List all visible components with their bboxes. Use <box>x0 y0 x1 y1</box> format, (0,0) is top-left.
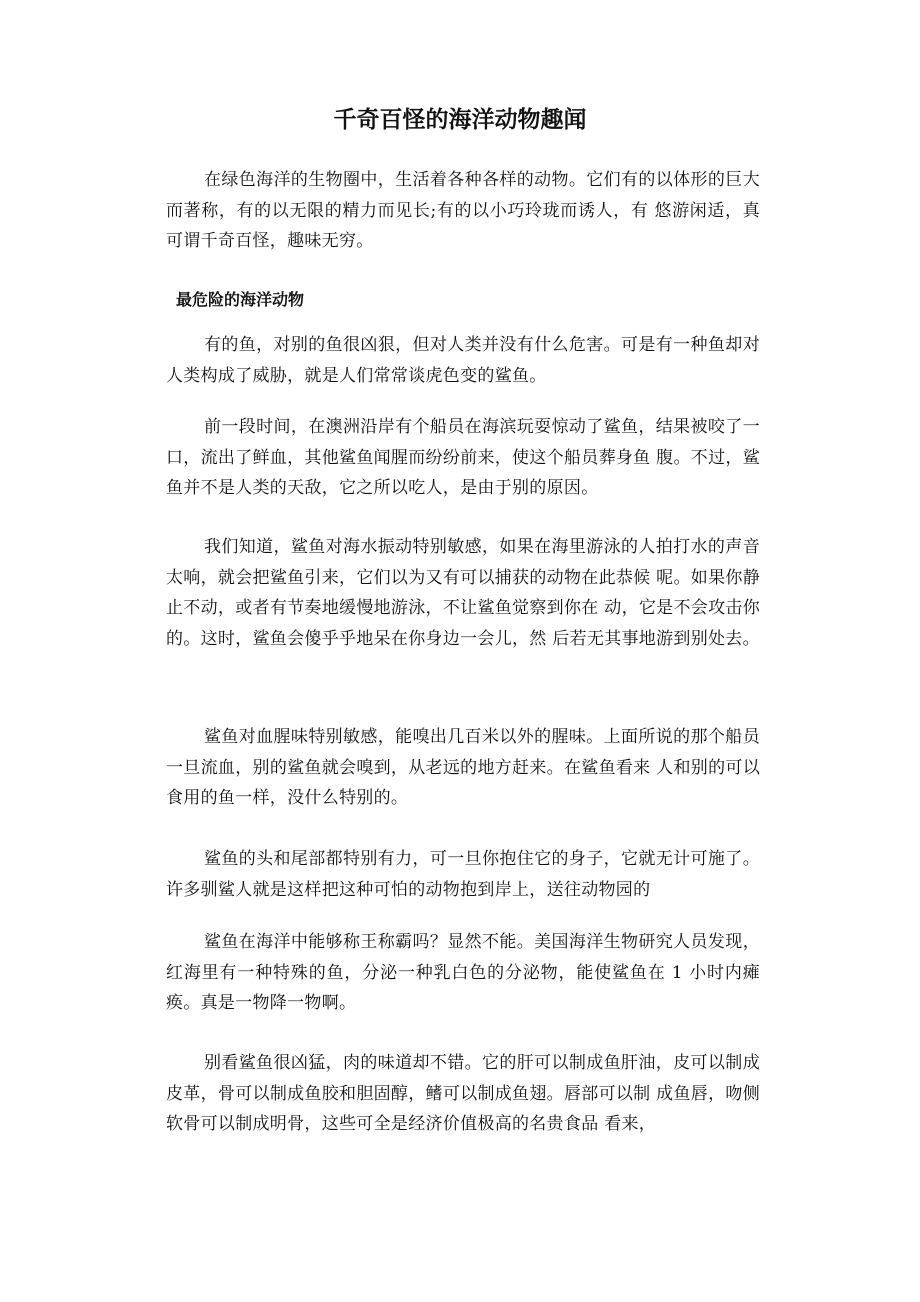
paragraph-3: 我们知道，鲨鱼对海水振动特别敏感，如果在海里游泳的人拍打水的声音太响，就会把鲨鱼引来，它们以为又有可以捕获的动物在此恭候 呢。如果你静止不动，或者有节奏地缓慢地游泳，不让鲨鱼觉察到你在 动，它是不会攻击你的。这时，鲨鱼会傻乎乎地呆在你身边一会儿，然 后若无其事地游到别处去。 <box>166 537 760 649</box>
intro-paragraph: 在绿色海洋的生物圈中，生活着各种各样的动物。它们有的以体形的巨大而著称，有的以无限的精力而见长;有的以小巧玲珑而诱人，有 悠游闲适，真可谓千奇百怪，趣味无穷。 <box>166 170 760 251</box>
paragraph-7: 别看鲨鱼很凶猛，肉的味道却不错。它的肝可以制成鱼肝油，皮可以制成皮革，骨可以制成鱼胶和胆固醇，鳍可以制成鱼翅。唇部可以制 成鱼唇，吻侧软骨可以制成明骨，这些可全是经济价值极高的名贵食品 看来， <box>166 1053 760 1134</box>
paragraph-5: 鲨鱼的头和尾部都特别有力，可一旦你抱住它的身子，它就无计可施了。许多驯鲨人就是这样把这种可怕的动物抱到岸上，送往动物园的 <box>166 849 760 900</box>
document-title: 千奇百怪的海洋动物趣闻 <box>333 107 587 133</box>
section-heading: 最危险的海洋动物 <box>176 290 305 309</box>
paragraph-2: 前一段时间，在澳洲沿岸有个船员在海滨玩耍惊动了鲨鱼，结果被咬了一口，流出了鲜血，其他鲨鱼闻腥而纷纷前来，使这个船员葬身鱼 腹。不过，鲨鱼并不是人类的天敌，它之所以吃人，是由于别的原因。 <box>166 417 760 498</box>
paragraph-1: 有的鱼，对别的鱼很凶狠，但对人类并没有什么危害。可是有一种鱼却对人类构成了威胁，就是人们常常谈虎色变的鲨鱼。 <box>166 335 760 386</box>
paragraph-4: 鲨鱼对血腥味特别敏感，能嗅出几百米以外的腥味。上面所说的那个船员一旦流血，别的鲨鱼就会嗅到，从老远的地方赶来。在鲨鱼看来 人和别的可以食用的鱼一样，没什么特别的。 <box>166 727 760 808</box>
paragraph-6: 鲨鱼在海洋中能够称王称霸吗？显然不能。美国海洋生物研究人员发现，红海里有一种特殊的鱼，分泌一种乳白色的分泌物，能使鲨鱼在 1 小时内瘫痪。真是一物降一物啊。 <box>166 932 760 1013</box>
